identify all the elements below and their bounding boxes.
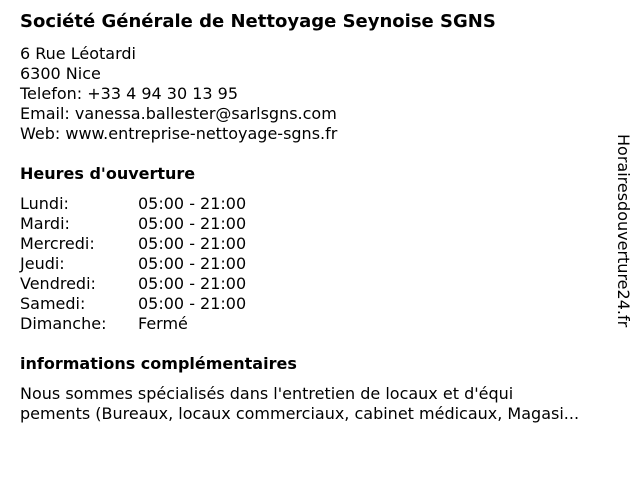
additional-info-heading: informations complémentaires bbox=[20, 354, 297, 373]
info-line-2: pements (Bureaux, locaux commerciaux, cabinet médicaux, Magasi... bbox=[20, 404, 580, 423]
time-range: 05:00 - 21:00 bbox=[138, 234, 247, 253]
day-label: Jeudi: bbox=[20, 254, 65, 273]
hours-row bbox=[20, 234, 246, 254]
hours-row bbox=[20, 194, 246, 214]
hours-row bbox=[20, 314, 246, 334]
time-range: 05:00 - 21:00 bbox=[138, 294, 247, 313]
business-name: Société Générale de Nettoyage Seynoise SGNS bbox=[20, 11, 496, 32]
address-block bbox=[20, 44, 337, 144]
site-watermark: Horairesdouverture24.fr bbox=[614, 134, 633, 328]
time-range: 05:00 - 21:00 bbox=[138, 274, 247, 293]
time-range: 05:00 - 21:00 bbox=[138, 254, 247, 273]
day-label: Samedi: bbox=[20, 294, 86, 313]
email-address: Email: vanessa.ballester@sarlsgns.com bbox=[20, 104, 337, 123]
city: 6300 Nice bbox=[20, 64, 101, 83]
hours-row bbox=[20, 274, 246, 294]
time-range: 05:00 - 21:00 bbox=[138, 214, 247, 233]
day-label: Mercredi: bbox=[20, 234, 95, 253]
opening-hours-table bbox=[20, 194, 246, 334]
hours-row bbox=[20, 254, 246, 274]
additional-info-text bbox=[20, 384, 630, 424]
day-label: Mardi: bbox=[20, 214, 70, 233]
website: Web: www.entreprise-nettoyage-sgns.fr bbox=[20, 124, 338, 143]
opening-hours-heading: Heures d'ouverture bbox=[20, 164, 196, 183]
day-label: Dimanche: bbox=[20, 314, 107, 333]
day-label: Vendredi: bbox=[20, 274, 96, 293]
hours-row bbox=[20, 294, 246, 314]
day-label: Lundi: bbox=[20, 194, 69, 213]
time-range: Fermé bbox=[138, 314, 188, 333]
time-range: 05:00 - 21:00 bbox=[138, 194, 247, 213]
hours-row bbox=[20, 214, 246, 234]
phone-number: Telefon: +33 4 94 30 13 95 bbox=[20, 84, 239, 103]
info-line-1: Nous sommes spécialisés dans l'entretien de locaux et d'équi bbox=[20, 384, 514, 403]
street-address: 6 Rue Léotardi bbox=[20, 44, 136, 63]
